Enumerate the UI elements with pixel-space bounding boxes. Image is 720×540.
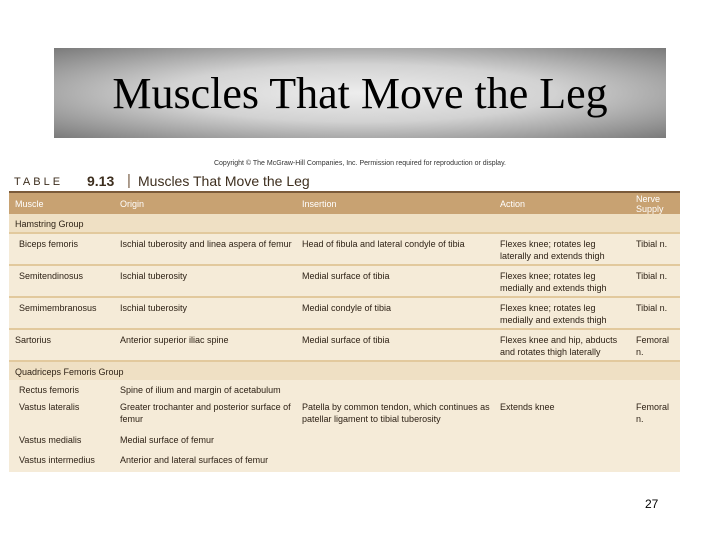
table-row (9, 329, 680, 361)
insertion-cell: Medial condyle of tibia (296, 297, 494, 329)
muscle-cell: Vastus lateralis (19, 402, 80, 412)
action-cell (494, 430, 630, 450)
column-header: Insertion (296, 193, 494, 214)
group-name: Hamstring Group (9, 214, 680, 233)
action-cell: Extends knee (500, 402, 555, 412)
table-caption (14, 172, 680, 192)
nerve-cell: Tibial n. (630, 233, 680, 265)
origin-cell: Ischial tuberosity (114, 265, 296, 297)
insertion-cell (296, 430, 494, 450)
muscle-cell: Vastus medialis (19, 435, 82, 445)
action-cell (494, 380, 630, 397)
muscle-cell: Sartorius (9, 329, 114, 361)
action-cell: Flexes knee; rotates leg laterally and extends thigh (494, 233, 630, 265)
nerve-cell: Tibial n. (630, 297, 680, 329)
muscle-table (9, 193, 680, 472)
muscle-cell: Vastus intermedius (19, 455, 95, 465)
table-label-number: 9.13 (87, 173, 115, 189)
insertion-cell: Medial surface of tibia (296, 329, 494, 361)
column-header: Nerve Supply (630, 193, 680, 214)
muscle-cell: Biceps femoris (9, 233, 114, 265)
muscle-cell: Semitendinosus (9, 265, 114, 297)
origin-cell: Anterior superior iliac spine (114, 329, 296, 361)
muscle-cell: Semimembranosus (9, 297, 114, 329)
action-cell: Flexes knee and hip, abducts and rotates thigh laterally (494, 329, 630, 361)
table-header-row (9, 193, 680, 214)
title-banner (54, 48, 666, 138)
nerve-cell: Femoral n. (636, 402, 670, 424)
group-header-row (9, 214, 680, 233)
nerve-cell (630, 380, 680, 397)
insertion-cell: Medial surface of tibia (296, 265, 494, 297)
table-label-word: TABLE (14, 176, 64, 188)
column-header: Action (494, 193, 630, 214)
table-row (9, 297, 680, 329)
nerve-cell: Femoral n. (630, 329, 680, 361)
page-number: 27 (645, 497, 659, 511)
group-header-row (9, 361, 680, 380)
insertion-cell (296, 380, 494, 397)
slide-title: Muscles That Move the Leg (112, 68, 608, 118)
origin-cell: Medial surface of femur (120, 435, 215, 445)
origin-cell: Ischial tuberosity (114, 297, 296, 329)
table-label-separator: | (127, 172, 131, 189)
column-header: Muscle (9, 193, 114, 214)
insertion-cell: Patella by common tendon, which continues as patellar ligament to tibial tuberosity (302, 402, 490, 424)
insertion-cell (296, 450, 494, 472)
action-cell: Flexes knee; rotates leg medially and extends thigh (494, 265, 630, 297)
table-row (9, 265, 680, 297)
group-name: Quadriceps Femoris Group (9, 361, 680, 380)
table-row (9, 450, 680, 472)
table-row (9, 430, 680, 450)
table-row (9, 380, 680, 397)
table-title: Muscles That Move the Leg (138, 173, 310, 189)
origin-cell: Ischial tuberosity and linea aspera of femur (114, 233, 296, 265)
origin-cell: Anterior and lateral surfaces of femur (120, 455, 269, 465)
table-row (9, 397, 680, 430)
action-cell (494, 450, 630, 472)
action-cell: Flexes knee; rotates leg medially and extends thigh (494, 297, 630, 329)
origin-cell: Greater trochanter and posterior surface of femur (120, 402, 291, 424)
origin-cell: Spine of ilium and margin of acetabulum (120, 385, 281, 395)
nerve-cell: Tibial n. (630, 265, 680, 297)
muscle-cell: Rectus femoris (19, 385, 80, 395)
insertion-cell: Head of fibula and lateral condyle of tibia (296, 233, 494, 265)
table-row (9, 233, 680, 265)
nerve-cell (630, 450, 680, 472)
nerve-cell (630, 430, 680, 450)
copyright-notice: Copyright © The McGraw-Hill Companies, Inc. Permission required for reproduction or display. (213, 160, 506, 167)
column-header: Origin (114, 193, 296, 214)
